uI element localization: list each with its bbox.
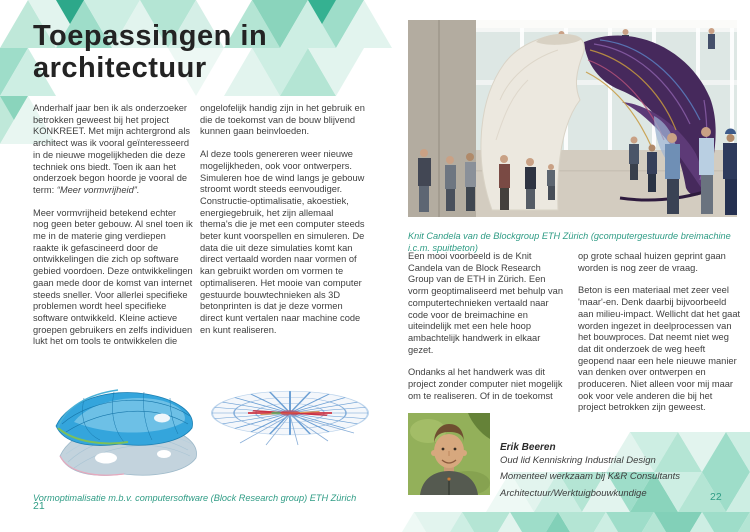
body-paragraph bbox=[33, 103, 193, 197]
body-paragraph: ongelofelijk handig zijn in het gebruik en die de toekomst van de bouw blijvend kunnen gaan beinvloeden. bbox=[200, 103, 365, 137]
page-title: Toepassingen in architectuur bbox=[33, 20, 268, 85]
body-paragraph: Een mooi voorbeeld is de Knit Candela van de Block Research Group van de ETH in Zürich. Een vorm geoptimaliseerd met behulp van computertechnieken vertaald naar code voor de breimachine en uiteindelijk met een hele hoop ambachtelijk handwerk in elkaar gezet. bbox=[408, 251, 564, 355]
body-paragraph: op grote schaal huizen geprint gaan worden is nog zeer de vraag. bbox=[578, 251, 726, 273]
body-paragraph: Ondanks al het handwerk was dit project zonder computer niet mogelijk om te realiseren. Of in de toekomst bbox=[408, 367, 563, 401]
paragraph-quote: “Meer vormvrijheid”. bbox=[56, 184, 140, 195]
page-number-left: 21 bbox=[33, 500, 45, 512]
paragraph-text: Anderhalf jaar ben ik als onderzoeker betrokken geweest bij het project KONKREET. Met mijn achtergrond als architect was ik vooral geïnteresseerd in de nieuwe mogelijkheden die deze techniek ons biedt. Toen ik aan het onderzoek begon hoorde je vooral de term: bbox=[33, 103, 191, 195]
body-paragraph: Meer vormvrijheid betekend echter nog geen beter gebouw. Al snel toen ik me in de materie ging verdiepen raakte ik gefascineerd door de ontwikkelingen die zich op software gebied voordoen. Deze ontwikkelingen gaan mede door de komst van internet steeds sneller. Voor allerlei specifieke problemen wordt heel specifieke software ontwikkeld. Kleine actieve groepen gebruikers en zelfs individuen lukt het om tools te ontwikkelen die bbox=[33, 207, 193, 347]
right-column-1 bbox=[408, 251, 568, 413]
body-paragraph: Beton is een materiaal met zeer veel 'maar'-en. Denk daarbij bijvoorbeeld aan milieu-impact. Wellicht dat het gaat worden ingezet in deelprocessen van het bouwproces. Dat neemt niet weg dat dit onderzoek de weg heeft geopend naar een hele nieuwe manier van denken over ontwerpen en produceren. Niet alleen voor mij maar ook voor vele anderen die bij het project betrokken zijn geweest. bbox=[578, 285, 741, 413]
mesh-roof-figure bbox=[44, 384, 208, 482]
left-column-2 bbox=[200, 103, 366, 347]
body-paragraph: Al deze tools genereren weer nieuwe mogelijkheden, ook voor ontwerpers. Simuleren hoe de wind langs je gebouw stroomt wordt steeds eenvoudiger. Constructie-optimalisatie, akoestiek, energiegebruik, het zijn allemaal thema's die je met een computer steeds beter kunt voorspellen en simuleren. De data die uit deze simulaties komt kan direct vertaald worden naar vormen of kan gebruikt worden om vormen te optimaliseren. Het mooie van computer gestuurde bouwtechnieken als 3D betonprinten is dat je deze vormen direct kunt vertalen naar machine code en kunt realiseren. bbox=[200, 149, 365, 335]
photo-caption-right: Knit Candela van de Blockgroup ETH Zürich (gcomputergestuurde breimachine i.c.m. spuitbeton) bbox=[408, 231, 731, 254]
figure-caption-left: Vormoptimalisatie m.b.v. computersoftware (Block Research group) ETH Zürich bbox=[33, 493, 357, 504]
right-column-2 bbox=[578, 251, 742, 425]
erik-beeren-photo bbox=[408, 413, 490, 495]
author-bio-line: Momenteel werkzaam bij K&R Consultants bbox=[500, 471, 681, 483]
left-column-1 bbox=[33, 103, 193, 359]
page-number-right: 22 bbox=[710, 491, 722, 503]
knit-candela-photo bbox=[408, 20, 737, 217]
author-name: Erik Beeren bbox=[500, 442, 556, 453]
cable-net-figure bbox=[206, 387, 374, 447]
author-bio-line: Oud lid Kenniskring Industrial Design bbox=[500, 455, 656, 466]
author-bio-line: Architectuur/Werktuigbouwkundige bbox=[500, 487, 647, 499]
